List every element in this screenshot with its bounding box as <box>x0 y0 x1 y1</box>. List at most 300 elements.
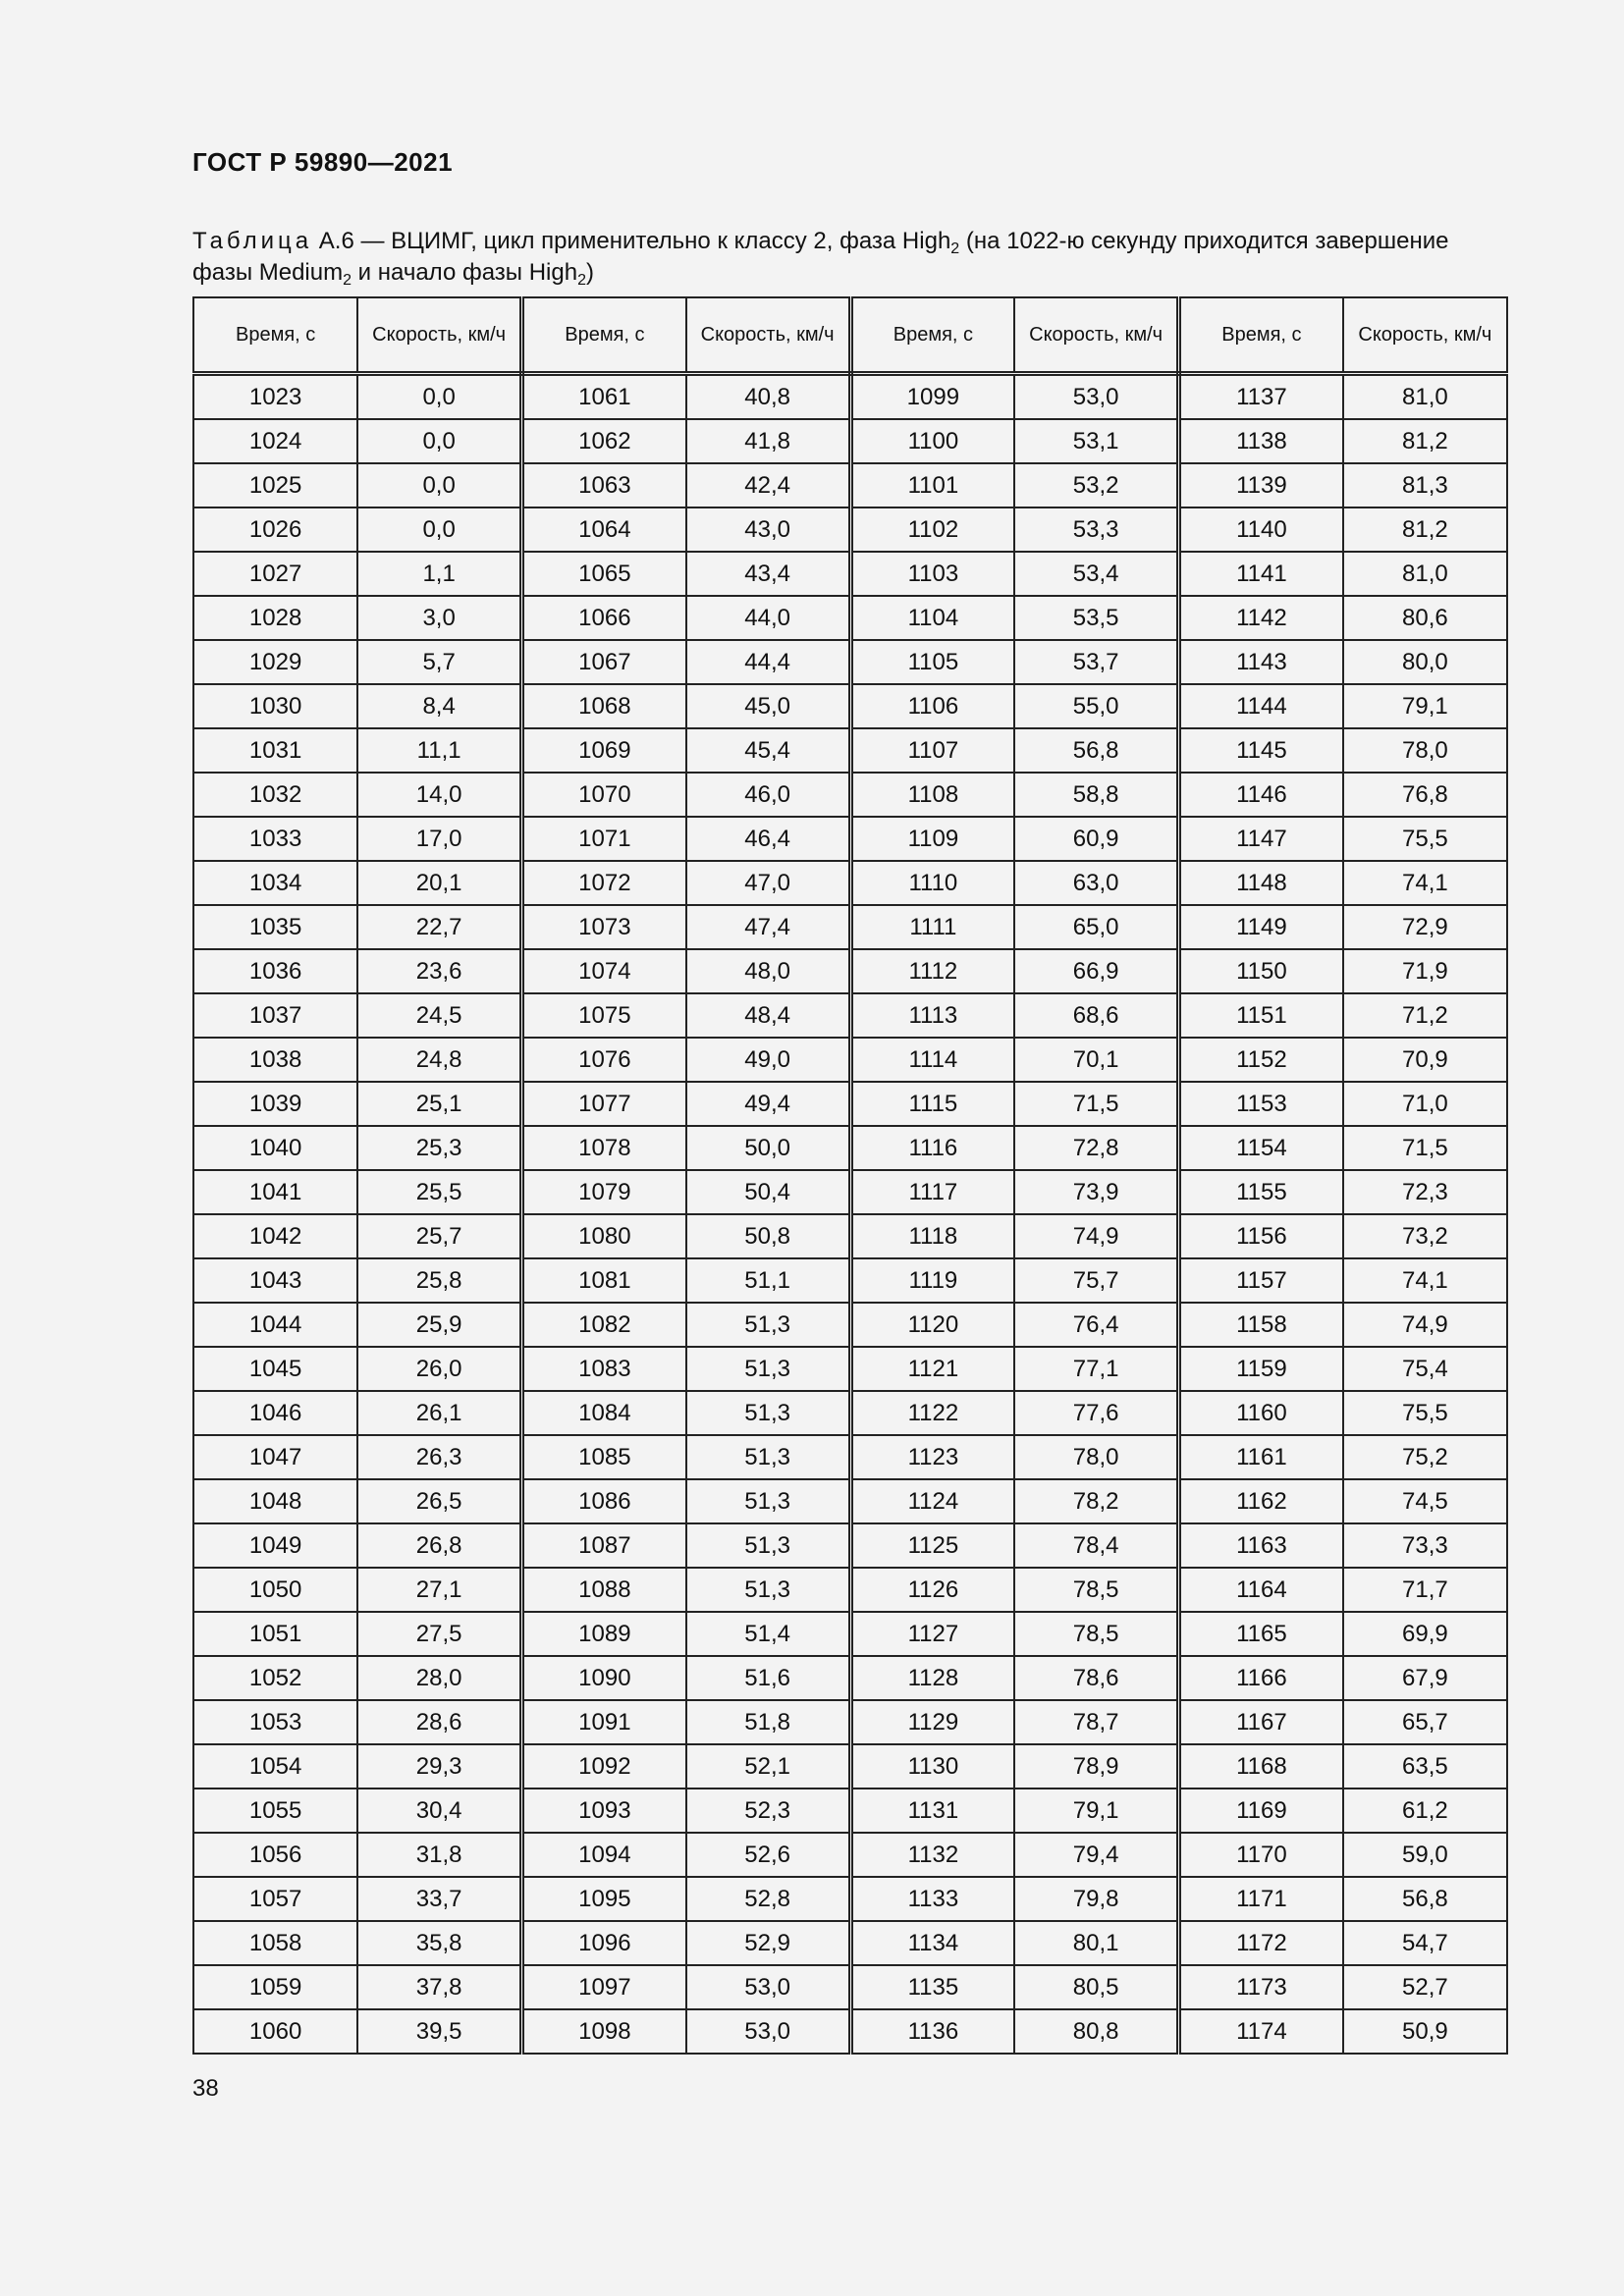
time-cell: 1093 <box>522 1789 686 1833</box>
table-row <box>193 993 1507 1038</box>
time-cell: 1130 <box>850 1744 1014 1789</box>
speed-cell: 70,9 <box>1343 1038 1507 1082</box>
time-cell: 1144 <box>1179 684 1343 728</box>
time-cell: 1115 <box>850 1082 1014 1126</box>
speed-cell: 80,6 <box>1343 596 1507 640</box>
time-cell: 1084 <box>522 1391 686 1435</box>
speed-cell: 79,4 <box>1014 1833 1178 1877</box>
table-row <box>193 773 1507 817</box>
time-cell: 1100 <box>850 419 1014 463</box>
speed-cell: 0,0 <box>357 463 521 507</box>
speed-cell: 31,8 <box>357 1833 521 1877</box>
time-cell: 1171 <box>1179 1877 1343 1921</box>
table-row <box>193 419 1507 463</box>
speed-cell: 80,1 <box>1014 1921 1178 1965</box>
time-cell: 1145 <box>1179 728 1343 773</box>
time-cell: 1133 <box>850 1877 1014 1921</box>
speed-cell: 74,9 <box>1014 1214 1178 1258</box>
time-cell: 1163 <box>1179 1523 1343 1568</box>
table-row <box>193 1347 1507 1391</box>
table-row <box>193 2009 1507 2054</box>
time-cell: 1141 <box>1179 552 1343 596</box>
speed-cell: 51,3 <box>686 1303 850 1347</box>
time-cell: 1105 <box>850 640 1014 684</box>
table-header-row <box>193 297 1507 374</box>
speed-cell: 25,5 <box>357 1170 521 1214</box>
time-cell: 1087 <box>522 1523 686 1568</box>
speed-cell: 75,5 <box>1343 1391 1507 1435</box>
time-cell: 1079 <box>522 1170 686 1214</box>
time-cell: 1023 <box>193 374 357 420</box>
speed-cell: 69,9 <box>1343 1612 1507 1656</box>
header-speed: Скорость, км/ч <box>1343 297 1507 374</box>
time-cell: 1151 <box>1179 993 1343 1038</box>
time-cell: 1046 <box>193 1391 357 1435</box>
time-cell: 1074 <box>522 949 686 993</box>
table-row <box>193 1568 1507 1612</box>
speed-cell: 65,0 <box>1014 905 1178 949</box>
table-row <box>193 1391 1507 1435</box>
speed-cell: 48,0 <box>686 949 850 993</box>
time-cell: 1031 <box>193 728 357 773</box>
speed-cell: 79,8 <box>1014 1877 1178 1921</box>
time-cell: 1032 <box>193 773 357 817</box>
speed-cell: 74,9 <box>1343 1303 1507 1347</box>
speed-cell: 51,3 <box>686 1479 850 1523</box>
speed-cell: 75,4 <box>1343 1347 1507 1391</box>
time-cell: 1088 <box>522 1568 686 1612</box>
time-cell: 1157 <box>1179 1258 1343 1303</box>
time-cell: 1039 <box>193 1082 357 1126</box>
time-cell: 1155 <box>1179 1170 1343 1214</box>
page-number: 38 <box>192 2075 219 2102</box>
time-cell: 1094 <box>522 1833 686 1877</box>
header-time: Время, с <box>193 297 357 374</box>
speed-cell: 25,7 <box>357 1214 521 1258</box>
speed-cell: 79,1 <box>1014 1789 1178 1833</box>
speed-cell: 25,1 <box>357 1082 521 1126</box>
speed-cell: 0,0 <box>357 507 521 552</box>
time-cell: 1030 <box>193 684 357 728</box>
speed-cell: 71,9 <box>1343 949 1507 993</box>
time-cell: 1116 <box>850 1126 1014 1170</box>
table-row <box>193 596 1507 640</box>
speed-cell: 58,8 <box>1014 773 1178 817</box>
speed-cell: 78,7 <box>1014 1700 1178 1744</box>
speed-cell: 81,0 <box>1343 374 1507 420</box>
time-cell: 1066 <box>522 596 686 640</box>
speed-cell: 52,1 <box>686 1744 850 1789</box>
speed-cell: 76,4 <box>1014 1303 1178 1347</box>
time-cell: 1075 <box>522 993 686 1038</box>
table-row <box>193 861 1507 905</box>
time-cell: 1085 <box>522 1435 686 1479</box>
time-cell: 1164 <box>1179 1568 1343 1612</box>
speed-cell: 61,2 <box>1343 1789 1507 1833</box>
time-cell: 1173 <box>1179 1965 1343 2009</box>
speed-cell: 53,2 <box>1014 463 1178 507</box>
time-cell: 1098 <box>522 2009 686 2054</box>
time-cell: 1122 <box>850 1391 1014 1435</box>
speed-cell: 75,7 <box>1014 1258 1178 1303</box>
speed-cell: 77,1 <box>1014 1347 1178 1391</box>
table-row <box>193 949 1507 993</box>
time-cell: 1092 <box>522 1744 686 1789</box>
speed-cell: 81,3 <box>1343 463 1507 507</box>
caption-label: Таблица <box>192 228 313 254</box>
speed-cell: 28,6 <box>357 1700 521 1744</box>
time-cell: 1170 <box>1179 1833 1343 1877</box>
caption-subscript: 2 <box>950 240 960 257</box>
speed-cell: 78,5 <box>1014 1612 1178 1656</box>
time-cell: 1161 <box>1179 1435 1343 1479</box>
caption-text: А.6 — ВЦИМГ, цикл применительно к классу 2, фаза High <box>312 228 951 254</box>
table-row <box>193 1214 1507 1258</box>
table-row <box>193 1126 1507 1170</box>
speed-cell: 54,7 <box>1343 1921 1507 1965</box>
time-cell: 1113 <box>850 993 1014 1038</box>
speed-cell: 68,6 <box>1014 993 1178 1038</box>
speed-cell: 51,3 <box>686 1523 850 1568</box>
speed-cell: 72,3 <box>1343 1170 1507 1214</box>
speed-cell: 80,8 <box>1014 2009 1178 2054</box>
time-cell: 1072 <box>522 861 686 905</box>
time-cell: 1103 <box>850 552 1014 596</box>
speed-cell: 79,1 <box>1343 684 1507 728</box>
speed-cell: 53,4 <box>1014 552 1178 596</box>
time-cell: 1082 <box>522 1303 686 1347</box>
speed-cell: 53,3 <box>1014 507 1178 552</box>
table-row <box>193 684 1507 728</box>
time-cell: 1132 <box>850 1833 1014 1877</box>
speed-cell: 53,0 <box>686 2009 850 2054</box>
header-speed: Скорость, км/ч <box>357 297 521 374</box>
time-cell: 1047 <box>193 1435 357 1479</box>
speed-cell: 51,3 <box>686 1568 850 1612</box>
table-caption <box>192 226 1508 289</box>
time-cell: 1067 <box>522 640 686 684</box>
time-cell: 1112 <box>850 949 1014 993</box>
table-row <box>193 463 1507 507</box>
time-cell: 1095 <box>522 1877 686 1921</box>
time-cell: 1050 <box>193 1568 357 1612</box>
time-cell: 1119 <box>850 1258 1014 1303</box>
speed-cell: 53,0 <box>686 1965 850 2009</box>
time-cell: 1033 <box>193 817 357 861</box>
speed-cell: 63,0 <box>1014 861 1178 905</box>
speed-cell: 26,8 <box>357 1523 521 1568</box>
table-row <box>193 1877 1507 1921</box>
speed-cell: 40,8 <box>686 374 850 420</box>
speed-cell: 78,0 <box>1343 728 1507 773</box>
speed-cell: 26,0 <box>357 1347 521 1391</box>
speed-cell: 51,4 <box>686 1612 850 1656</box>
table-body <box>193 374 1507 2055</box>
time-cell: 1102 <box>850 507 1014 552</box>
time-cell: 1148 <box>1179 861 1343 905</box>
time-cell: 1168 <box>1179 1744 1343 1789</box>
speed-cell: 76,8 <box>1343 773 1507 817</box>
speed-cell: 51,6 <box>686 1656 850 1700</box>
time-cell: 1127 <box>850 1612 1014 1656</box>
caption-text: и начало фазы High <box>352 259 578 286</box>
speed-cell: 47,4 <box>686 905 850 949</box>
speed-cell: 51,3 <box>686 1435 850 1479</box>
speed-cell: 20,1 <box>357 861 521 905</box>
header-speed: Скорость, км/ч <box>686 297 850 374</box>
time-cell: 1118 <box>850 1214 1014 1258</box>
table-row <box>193 728 1507 773</box>
speed-cell: 52,7 <box>1343 1965 1507 2009</box>
time-cell: 1089 <box>522 1612 686 1656</box>
speed-cell: 28,0 <box>357 1656 521 1700</box>
table-row <box>193 1833 1507 1877</box>
speed-cell: 50,4 <box>686 1170 850 1214</box>
table-row <box>193 1258 1507 1303</box>
speed-cell: 77,6 <box>1014 1391 1178 1435</box>
time-cell: 1129 <box>850 1700 1014 1744</box>
speed-cell: 71,7 <box>1343 1568 1507 1612</box>
speed-cell: 73,2 <box>1343 1214 1507 1258</box>
time-cell: 1158 <box>1179 1303 1343 1347</box>
caption-text: (на 1022-ю секунду приходится завершение фазы Medium <box>192 228 1449 286</box>
speed-cell: 66,9 <box>1014 949 1178 993</box>
speed-cell: 27,1 <box>357 1568 521 1612</box>
time-cell: 1061 <box>522 374 686 420</box>
time-cell: 1069 <box>522 728 686 773</box>
time-cell: 1142 <box>1179 596 1343 640</box>
time-cell: 1073 <box>522 905 686 949</box>
table-row <box>193 552 1507 596</box>
time-cell: 1056 <box>193 1833 357 1877</box>
speed-cell: 26,3 <box>357 1435 521 1479</box>
time-cell: 1166 <box>1179 1656 1343 1700</box>
speed-cell: 78,5 <box>1014 1568 1178 1612</box>
table-row <box>193 817 1507 861</box>
speed-cell: 25,3 <box>357 1126 521 1170</box>
time-cell: 1153 <box>1179 1082 1343 1126</box>
time-cell: 1062 <box>522 419 686 463</box>
speed-cell: 50,9 <box>1343 2009 1507 2054</box>
speed-cell: 51,8 <box>686 1700 850 1744</box>
speed-cell: 1,1 <box>357 552 521 596</box>
time-cell: 1104 <box>850 596 1014 640</box>
time-cell: 1165 <box>1179 1612 1343 1656</box>
table-row <box>193 1523 1507 1568</box>
speed-cell: 41,8 <box>686 419 850 463</box>
time-cell: 1162 <box>1179 1479 1343 1523</box>
speed-cell: 26,5 <box>357 1479 521 1523</box>
time-cell: 1064 <box>522 507 686 552</box>
speed-cell: 78,6 <box>1014 1656 1178 1700</box>
speed-cell: 59,0 <box>1343 1833 1507 1877</box>
time-cell: 1048 <box>193 1479 357 1523</box>
time-cell: 1042 <box>193 1214 357 1258</box>
time-cell: 1036 <box>193 949 357 993</box>
time-cell: 1028 <box>193 596 357 640</box>
speed-cell: 0,0 <box>357 374 521 420</box>
speed-cell: 53,0 <box>1014 374 1178 420</box>
time-cell: 1035 <box>193 905 357 949</box>
speed-cell: 5,7 <box>357 640 521 684</box>
time-cell: 1156 <box>1179 1214 1343 1258</box>
time-cell: 1139 <box>1179 463 1343 507</box>
time-cell: 1137 <box>1179 374 1343 420</box>
time-cell: 1114 <box>850 1038 1014 1082</box>
speed-cell: 24,8 <box>357 1038 521 1082</box>
time-cell: 1078 <box>522 1126 686 1170</box>
speed-cell: 74,1 <box>1343 861 1507 905</box>
time-cell: 1054 <box>193 1744 357 1789</box>
speed-cell: 42,4 <box>686 463 850 507</box>
table-row <box>193 1170 1507 1214</box>
time-cell: 1063 <box>522 463 686 507</box>
time-cell: 1143 <box>1179 640 1343 684</box>
time-cell: 1099 <box>850 374 1014 420</box>
time-cell: 1043 <box>193 1258 357 1303</box>
time-cell: 1086 <box>522 1479 686 1523</box>
time-cell: 1070 <box>522 773 686 817</box>
time-cell: 1037 <box>193 993 357 1038</box>
speed-cell: 33,7 <box>357 1877 521 1921</box>
speed-time-table <box>192 296 1508 2055</box>
time-cell: 1136 <box>850 2009 1014 2054</box>
speed-cell: 56,8 <box>1343 1877 1507 1921</box>
speed-cell: 81,2 <box>1343 507 1507 552</box>
time-cell: 1107 <box>850 728 1014 773</box>
speed-cell: 53,1 <box>1014 419 1178 463</box>
table-row <box>193 374 1507 420</box>
time-cell: 1051 <box>193 1612 357 1656</box>
speed-cell: 53,5 <box>1014 596 1178 640</box>
time-cell: 1038 <box>193 1038 357 1082</box>
speed-cell: 46,4 <box>686 817 850 861</box>
time-cell: 1128 <box>850 1656 1014 1700</box>
time-cell: 1149 <box>1179 905 1343 949</box>
speed-cell: 75,5 <box>1343 817 1507 861</box>
speed-cell: 27,5 <box>357 1612 521 1656</box>
table-row <box>193 507 1507 552</box>
speed-cell: 50,0 <box>686 1126 850 1170</box>
table-row <box>193 1435 1507 1479</box>
time-cell: 1077 <box>522 1082 686 1126</box>
time-cell: 1059 <box>193 1965 357 2009</box>
speed-cell: 25,9 <box>357 1303 521 1347</box>
speed-cell: 51,3 <box>686 1391 850 1435</box>
speed-cell: 35,8 <box>357 1921 521 1965</box>
time-cell: 1160 <box>1179 1391 1343 1435</box>
time-cell: 1172 <box>1179 1921 1343 1965</box>
speed-cell: 23,6 <box>357 949 521 993</box>
time-cell: 1045 <box>193 1347 357 1391</box>
speed-cell: 11,1 <box>357 728 521 773</box>
time-cell: 1065 <box>522 552 686 596</box>
speed-cell: 50,8 <box>686 1214 850 1258</box>
time-cell: 1108 <box>850 773 1014 817</box>
table-row <box>193 1082 1507 1126</box>
table-row <box>193 905 1507 949</box>
time-cell: 1060 <box>193 2009 357 2054</box>
speed-cell: 72,8 <box>1014 1126 1178 1170</box>
header-time: Время, с <box>522 297 686 374</box>
speed-cell: 26,1 <box>357 1391 521 1435</box>
speed-cell: 52,8 <box>686 1877 850 1921</box>
time-cell: 1052 <box>193 1656 357 1700</box>
time-cell: 1025 <box>193 463 357 507</box>
time-cell: 1150 <box>1179 949 1343 993</box>
speed-cell: 37,8 <box>357 1965 521 2009</box>
time-cell: 1101 <box>850 463 1014 507</box>
time-cell: 1125 <box>850 1523 1014 1568</box>
table-row <box>193 1612 1507 1656</box>
time-cell: 1146 <box>1179 773 1343 817</box>
speed-cell: 44,0 <box>686 596 850 640</box>
time-cell: 1106 <box>850 684 1014 728</box>
time-cell: 1140 <box>1179 507 1343 552</box>
speed-cell: 74,1 <box>1343 1258 1507 1303</box>
table-row <box>193 1479 1507 1523</box>
time-cell: 1138 <box>1179 419 1343 463</box>
speed-cell: 71,5 <box>1343 1126 1507 1170</box>
speed-cell: 43,0 <box>686 507 850 552</box>
speed-cell: 56,8 <box>1014 728 1178 773</box>
caption-text: ) <box>585 259 594 286</box>
speed-cell: 22,7 <box>357 905 521 949</box>
time-cell: 1131 <box>850 1789 1014 1833</box>
speed-cell: 51,3 <box>686 1347 850 1391</box>
time-cell: 1081 <box>522 1258 686 1303</box>
speed-cell: 24,5 <box>357 993 521 1038</box>
speed-cell: 0,0 <box>357 419 521 463</box>
time-cell: 1049 <box>193 1523 357 1568</box>
speed-cell: 8,4 <box>357 684 521 728</box>
speed-cell: 45,0 <box>686 684 850 728</box>
speed-cell: 60,9 <box>1014 817 1178 861</box>
time-cell: 1154 <box>1179 1126 1343 1170</box>
speed-cell: 46,0 <box>686 773 850 817</box>
speed-cell: 52,9 <box>686 1921 850 1965</box>
caption-subscript: 2 <box>577 272 586 289</box>
time-cell: 1083 <box>522 1347 686 1391</box>
speed-cell: 43,4 <box>686 552 850 596</box>
time-cell: 1080 <box>522 1214 686 1258</box>
time-cell: 1071 <box>522 817 686 861</box>
time-cell: 1044 <box>193 1303 357 1347</box>
time-cell: 1041 <box>193 1170 357 1214</box>
speed-cell: 44,4 <box>686 640 850 684</box>
header-speed: Скорость, км/ч <box>1014 297 1178 374</box>
time-cell: 1024 <box>193 419 357 463</box>
table-row <box>193 1700 1507 1744</box>
speed-cell: 70,1 <box>1014 1038 1178 1082</box>
speed-cell: 52,3 <box>686 1789 850 1833</box>
time-cell: 1111 <box>850 905 1014 949</box>
time-cell: 1152 <box>1179 1038 1343 1082</box>
time-cell: 1123 <box>850 1435 1014 1479</box>
speed-cell: 73,3 <box>1343 1523 1507 1568</box>
speed-cell: 39,5 <box>357 2009 521 2054</box>
speed-cell: 53,7 <box>1014 640 1178 684</box>
speed-cell: 51,1 <box>686 1258 850 1303</box>
table-row <box>193 1038 1507 1082</box>
table-row <box>193 1921 1507 1965</box>
speed-cell: 25,8 <box>357 1258 521 1303</box>
time-cell: 1034 <box>193 861 357 905</box>
header-time: Время, с <box>850 297 1014 374</box>
time-cell: 1090 <box>522 1656 686 1700</box>
speed-cell: 74,5 <box>1343 1479 1507 1523</box>
time-cell: 1126 <box>850 1568 1014 1612</box>
